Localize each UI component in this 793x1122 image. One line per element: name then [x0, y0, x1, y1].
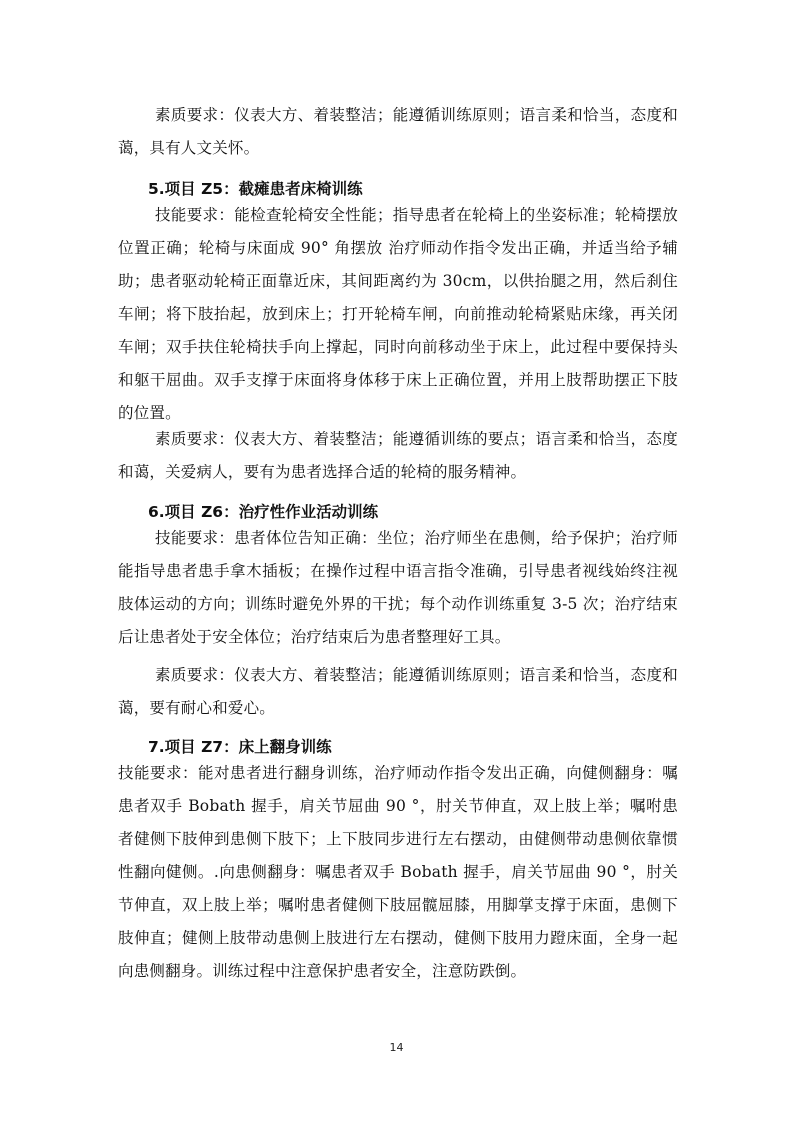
section-heading-z5: 5.项目 Z5：截瘫患者床椅训练 [148, 180, 363, 198]
z7-skill-requirements: 技能要求：能对患者进行翻身训练，治疗师动作指令发出正确，向健侧翻身：嘱患者双手 Bobath 握手，肩关节屈曲 90 °，肘关节伸直，双上肢上举；嘱咐患者健侧下肢伸到患侧下肢下；上下肢同步进行左右摆动，由健侧带动患侧依靠惯性翻向健侧。.向患侧翻身：嘱患者双手 Bobath 握手，肩关节屈曲 90 °，肘关节伸直，双上肢上举；嘱咐患者健侧下肢屈髋屈膝，用脚掌支撑于床面，患侧下肢伸直；健侧上肢带动患侧上肢进行左右摆动，健侧下肢用力蹬床面，全身一起向患侧翻身。训练过程中注意保护患者安全，注意防跌倒。 [118, 764, 678, 980]
z6-skill-requirements: 技能要求：患者体位告知正确：坐位；治疗师坐在患侧，给予保护；治疗师能指导患者患手拿木插板；在操作过程中语言指令准确，引导患者视线始终注视肢体运动的方向；训练时避免外界的干扰；每个动作训练重复 3-5 次；治疗结束后让患者处于安全体位；治疗结束后为患者整理好工具。 [118, 529, 678, 646]
z5-quality-requirements: 素质要求：仪表大方、着装整洁；能遵循训练的要点；语言柔和恰当，态度和蔼，关爱病人，要有为患者选择合适的轮椅的服务精神。 [118, 430, 678, 481]
z5-skill-requirements: 技能要求：能检查轮椅安全性能；指导患者在轮椅上的坐姿标准；轮椅摆放位置正确；轮椅与床面成 90° 角摆放 治疗师动作指令发出正确，并适当给予辅助；患者驱动轮椅正面靠近床，其间距离约为 30cm，以供抬腿之用，然后刹住车闸；将下肢抬起，放到床上；打开轮椅车闸，向前推动轮椅紧贴床缘，再关闭车闸；双手扶住轮椅扶手向上撑起，同时向前移动坐于床上，此过程中要保持头和躯干屈曲。双手支撑于床面将身体移于床上正确位置，并用上肢帮助摆正下肢的位置。 [118, 206, 678, 422]
intro-quality-requirements: 素质要求：仪表大方、着装整洁；能遵循训练原则；语言柔和恰当，态度和蔼，具有人文关怀。 [118, 106, 678, 157]
section-heading-z6: 6.项目 Z6：治疗性作业活动训练 [148, 503, 379, 521]
section-heading-z7: 7.项目 Z7：床上翻身训练 [148, 738, 332, 756]
page-number: 14 [389, 1041, 404, 1054]
z6-quality-requirements: 素质要求：仪表大方、着装整洁；能遵循训练原则；语言柔和恰当，态度和蔼，要有耐心和爱心。 [118, 666, 678, 717]
